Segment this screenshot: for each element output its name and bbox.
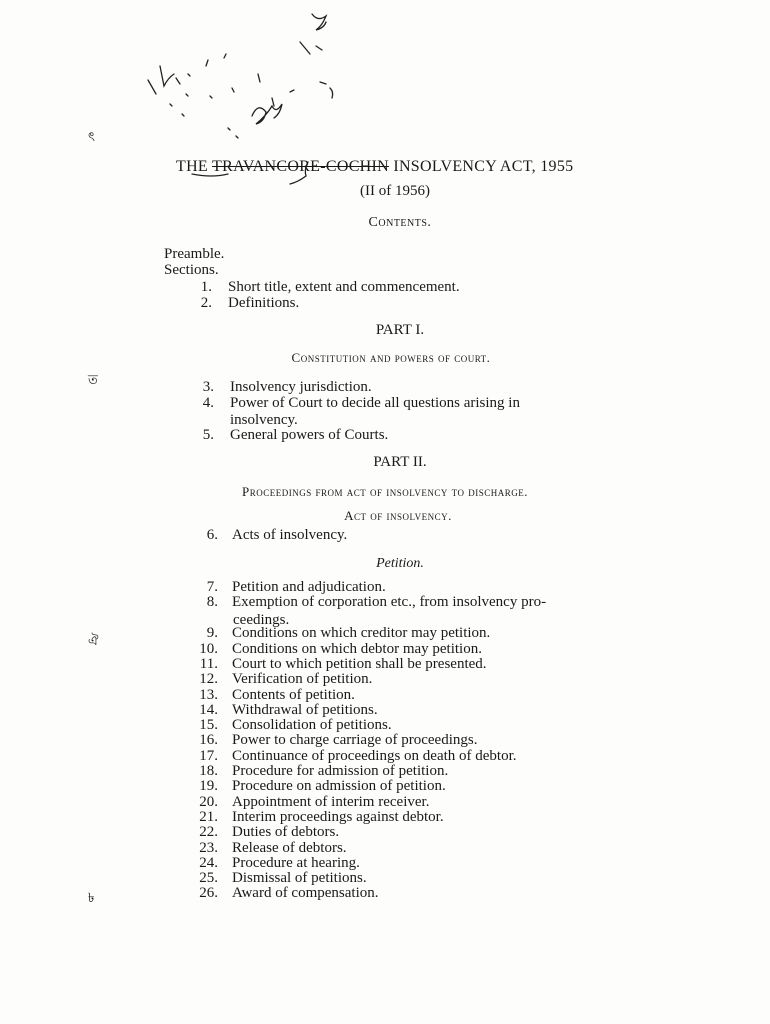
list-item: 12. Verification of petition. bbox=[199, 671, 373, 688]
part2-heading: PART II. bbox=[373, 454, 427, 470]
list-item: 13. Contents of petition. bbox=[199, 686, 355, 703]
margin-mark: ঐ bbox=[88, 633, 99, 648]
sections-label: Sections. bbox=[164, 262, 219, 278]
list-item: 7. Petition and adjudication. bbox=[206, 579, 386, 595]
margin-mark: ৳ bbox=[88, 890, 95, 905]
list-item: 18. Procedure for admission of petition. bbox=[199, 763, 449, 779]
list-item: 24. Procedure at hearing. bbox=[199, 854, 360, 871]
document-title bbox=[176, 158, 596, 176]
list-item: 17. Continuance of proceedings on death of debtor. bbox=[199, 747, 517, 764]
list-item: 5. General powers of Courts. bbox=[202, 427, 389, 443]
margin-mark: ত bbox=[88, 372, 98, 387]
part2-subheading: Proceedings from act of insolvency to discharge. bbox=[241, 484, 528, 499]
preamble-label: Preamble. bbox=[164, 246, 225, 262]
list-item: 2. Definitions. bbox=[200, 295, 300, 311]
list-item: 14. Withdrawal of petitions. bbox=[199, 701, 378, 718]
petition-heading: Petition. bbox=[376, 556, 424, 571]
list-item: 25. Dismissal of petitions. bbox=[199, 870, 367, 887]
list-item: 15. Consolidation of petitions. bbox=[199, 717, 392, 734]
act-of-insolvency-heading: Act of insolvency. bbox=[344, 508, 452, 523]
list-item-continuation: ceedings. bbox=[233, 612, 290, 628]
part1-heading: PART I. bbox=[375, 322, 425, 338]
list-item: 4. Power of Court to decide all questions arising in bbox=[202, 395, 520, 411]
list-item: 16. Power to charge carriage of proceedings. bbox=[199, 732, 478, 749]
list-item: 9. Conditions on which creditor may petition. bbox=[206, 625, 491, 642]
list-item: 20. Appointment of interim receiver. bbox=[199, 793, 430, 810]
list-item: 22. Duties of debtors. bbox=[199, 824, 340, 841]
list-item: 21. Interim proceedings against debtor. bbox=[199, 808, 444, 825]
list-item: 10. Conditions on which debtor may petition. bbox=[199, 640, 482, 657]
contents-heading: Contents. bbox=[368, 215, 432, 230]
part1-subheading: Constitution and powers of court. bbox=[291, 350, 491, 365]
list-item: 26. Award of compensation. bbox=[199, 885, 379, 902]
title-prefix: THE bbox=[176, 158, 209, 175]
list-item: 1. Short title, extent and commencement. bbox=[200, 279, 460, 295]
title-suffix: INSOLVENCY ACT, 1955 bbox=[393, 158, 574, 175]
list-item-continuation: insolvency. bbox=[230, 412, 298, 428]
list-item: 11. Court to which petition shall be presented. bbox=[199, 655, 487, 672]
list-item: 19. Procedure on admission of petition. bbox=[199, 778, 446, 795]
list-item: 23. Release of debtors. bbox=[199, 839, 347, 856]
margin-mark: ৎ bbox=[88, 129, 95, 144]
title-struck-text: TRAVANCORE-COCHIN bbox=[212, 158, 390, 175]
list-item: 6. Acts of insolvency. bbox=[206, 527, 348, 543]
list-item: 8. Exemption of corporation etc., from insolvency pro- bbox=[206, 594, 547, 611]
list-item: 3. Insolvency jurisdiction. bbox=[202, 379, 372, 395]
document-subtitle: (II of 1956) bbox=[360, 183, 430, 199]
